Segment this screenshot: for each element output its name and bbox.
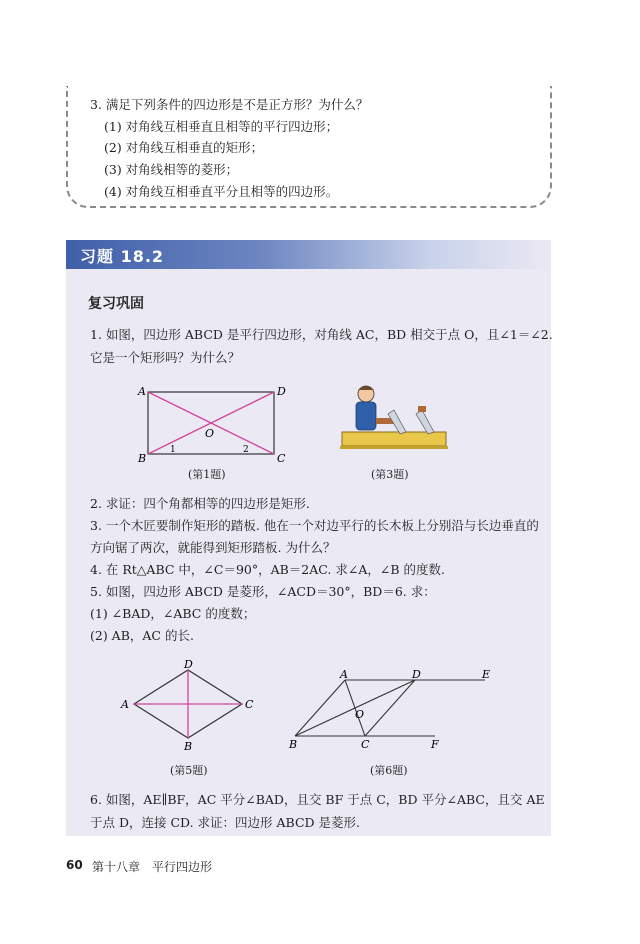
figure-6-parallel-lines (285, 670, 505, 752)
problem-1-line-1: 1. 如图，四边形 ABCD 是平行四边形，对角线 AC，BD 相交于点 O，且∠1＝∠2. (90, 327, 553, 342)
problem-3-line-2: 方向锯了两次，就能得到矩形踏板. 为什么？ (90, 540, 336, 555)
problem-6-line-1: 6. 如图，AE∥BF，AC 平分∠BAD，且交 BF 于点 C，BD 平分∠ABC，且交 AE (90, 792, 545, 807)
fig1-angle-2: 2 (243, 445, 249, 455)
fig6-label-a: A (340, 670, 348, 681)
figure-3-caption: (第3题) (371, 468, 409, 481)
fig5-label-c: C (245, 698, 254, 711)
section-heading: 复习巩固 (88, 296, 144, 312)
problem-5-part-1: (1) ∠BAD，∠ABC 的度数； (90, 606, 256, 621)
figure-1-caption: (第1题) (188, 468, 226, 481)
think-item-1: (1) 对角线互相垂直且相等的平行四边形； (104, 119, 339, 134)
fig5-label-d: D (184, 660, 193, 671)
problem-2: 2. 求证：四个角都相等的四边形是矩形. (90, 496, 310, 511)
chapter-title: 第十八章 平行四边形 (92, 860, 213, 874)
figure-1-rectangle (130, 382, 295, 464)
think-item-3: (3) 对角线相等的菱形； (104, 162, 239, 177)
figure-3-carpenter-illustration (340, 380, 450, 460)
figure-5-rhombus (120, 660, 260, 752)
fig6-label-o: O (355, 708, 365, 721)
problem-3-line-1: 3. 一个木匠要制作矩形的踏板. 他在一个对边平行的长木板上分别沿与长边垂直的 (90, 518, 539, 533)
problem-5-part-2: (2) AB，AC 的长. (90, 628, 194, 643)
fig6-label-e: E (482, 670, 491, 681)
problem-6-line-2: 于点 D，连接 CD. 求证：四边形 ABCD 是菱形. (90, 815, 361, 830)
think-item-4: (4) 对角线互相垂直平分且相等的四边形。 (104, 184, 339, 199)
fig6-label-c: C (361, 738, 370, 751)
problem-4: 4. 在 Rt△ABC 中，∠C＝90°，AB＝2AC. 求∠A，∠B 的度数. (90, 562, 445, 577)
fig1-label-d: D (277, 385, 286, 398)
fig6-label-f: F (431, 738, 439, 751)
fig6-label-d: D (412, 670, 421, 681)
problem-1-line-2: 它是一个矩形吗？为什么？ (90, 350, 241, 365)
figure-5-caption: (第5题) (170, 764, 208, 777)
exercise-title: 习题 18.2 (80, 247, 165, 266)
fig5-label-a: A (121, 698, 129, 711)
think-item-2: (2) 对角线互相垂直的矩形； (104, 140, 264, 155)
page-number: 60 (66, 858, 83, 872)
fig1-label-c: C (277, 452, 286, 464)
figure-6-caption: (第6题) (370, 764, 408, 777)
problem-5: 5. 如图，四边形 ABCD 是菱形，∠ACD＝30°，BD＝6. 求： (90, 584, 436, 599)
think-q3: 3. 满足下列条件的四边形是不是正方形？为什么？ (90, 97, 369, 112)
fig5-label-b: B (184, 740, 193, 752)
fig1-label-o: O (205, 427, 215, 440)
fig1-angle-1: 1 (170, 445, 176, 455)
fig1-label-a: A (138, 385, 146, 398)
fig6-label-b: B (289, 738, 298, 751)
fig1-label-b: B (138, 452, 147, 464)
